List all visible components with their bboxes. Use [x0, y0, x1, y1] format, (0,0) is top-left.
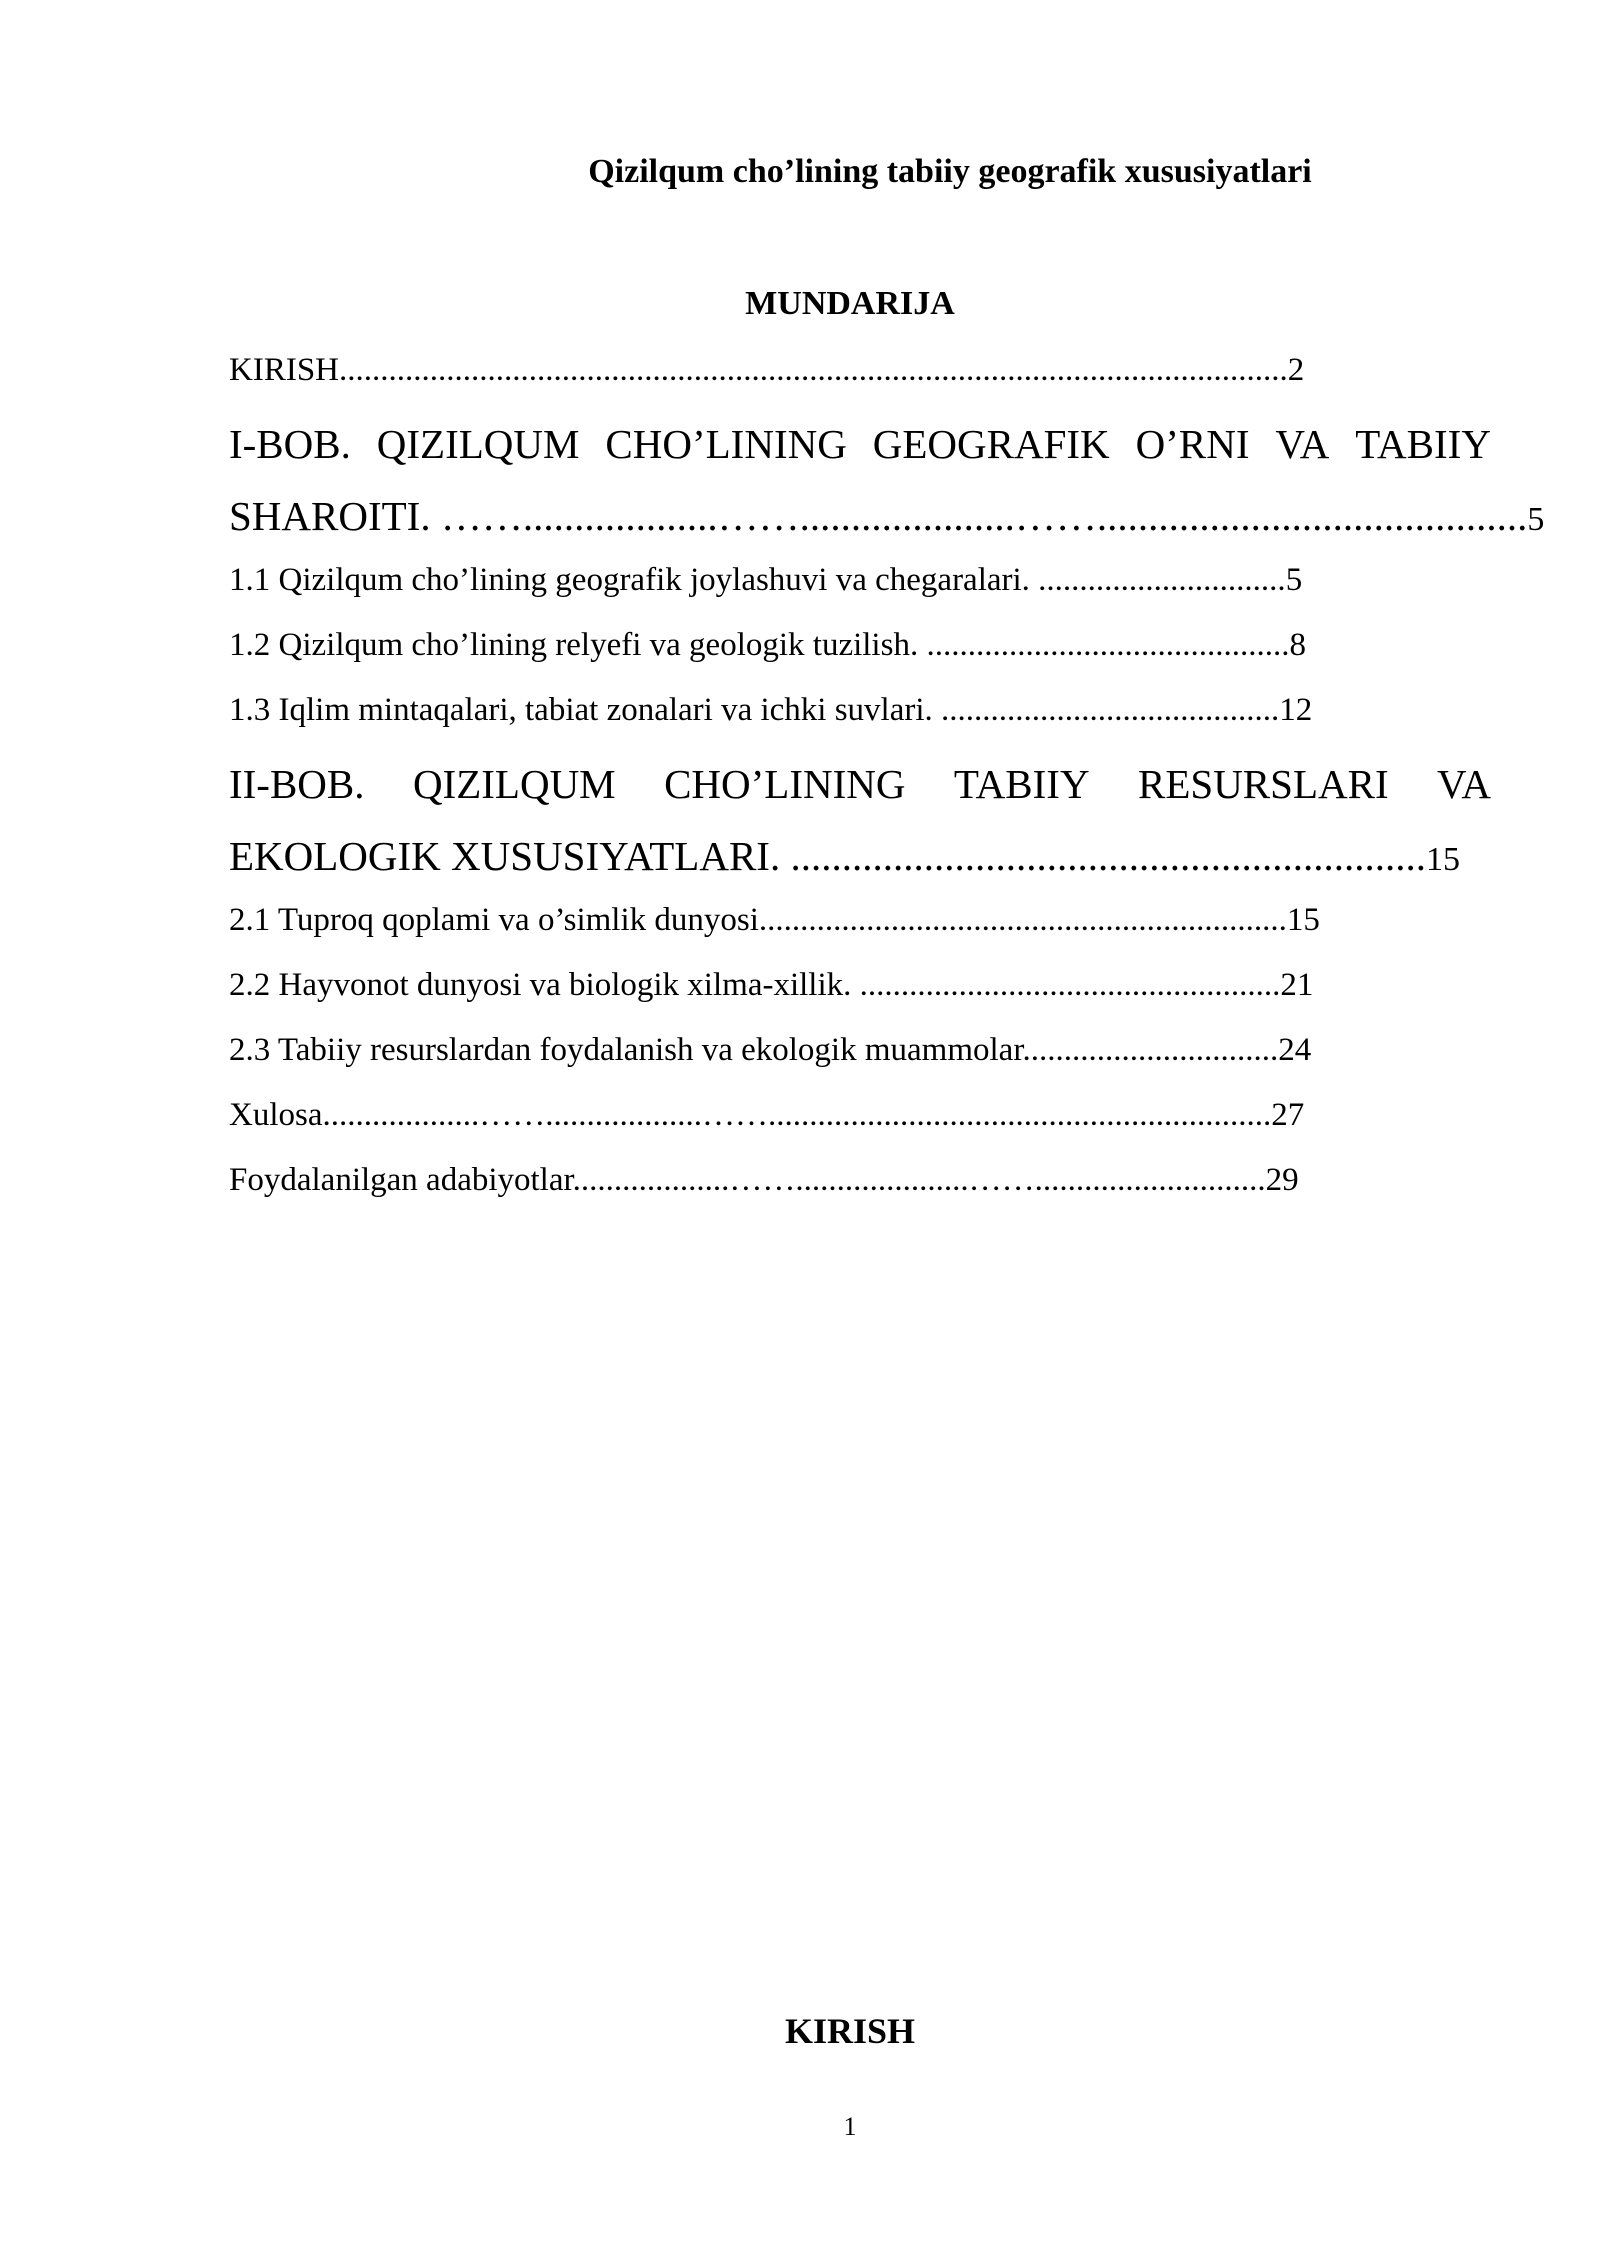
chapter-word: GEOGRAFIK	[872, 421, 1110, 467]
toc-entry-text: 2.3 Tabiiy resurslardan foydalanish va ekologik muammolar...............................	[229, 1032, 1279, 1068]
toc-entry-2-3[interactable]	[229, 1024, 1491, 1089]
toc-entry-text: 2.2 Hayvonot dunyosi va biologik xilma-xillik. ...................................................	[229, 967, 1281, 1003]
toc-entry-text: 1.2 Qizilqum cho’lining relyefi va geologik tuzilish. ............................................	[229, 627, 1290, 663]
chapter-word: CHO’LINING	[664, 761, 906, 807]
toc-entry-text: 1.3 Iqlim mintaqalari, tabiat zonalari va ichki suvlari. .........................................	[229, 692, 1280, 728]
chapter-word: O’RNI	[1135, 421, 1250, 467]
chapter-word: II-BOB.	[229, 761, 365, 807]
section-heading-kirish: KIRISH	[784, 2011, 916, 2051]
page-number: 1	[843, 2112, 857, 2141]
toc-entry-1-2[interactable]	[229, 619, 1491, 684]
chapter-word: QIZILQUM	[376, 421, 580, 467]
table-of-contents	[229, 344, 1545, 1219]
chapter-word: CHO’LINING	[605, 421, 847, 467]
toc-entry-page: 12	[1279, 692, 1313, 728]
toc-entry-text: SHAROITI. ……...................…….....................……..........................................	[229, 493, 1528, 539]
toc-entry-page: 29	[1265, 1162, 1299, 1198]
toc-entry-kirish[interactable]	[229, 344, 1491, 409]
toc-entry-1-1[interactable]	[229, 554, 1491, 619]
chapter-word: VA	[1437, 761, 1491, 807]
chapter-word: I-BOB.	[229, 421, 351, 467]
toc-entry-1-3[interactable]	[229, 684, 1491, 749]
toc-chapter-1-continuation[interactable]	[229, 484, 1545, 554]
toc-entry-text: 1.1 Qizilqum cho’lining geografik joylashuvi va chegaralari. ..............................	[229, 562, 1286, 598]
toc-entry-2-2[interactable]	[229, 959, 1491, 1024]
chapter-word: RESURSLARI	[1138, 761, 1389, 807]
toc-entry-page: 27	[1271, 1097, 1305, 1133]
document-title: Qizilqum cho’lining tabiiy geografik xususiyatlari	[588, 153, 1312, 190]
chapter-word: TABIIY	[1355, 421, 1491, 467]
toc-entry-text: KIRISH...................................................................................................................	[229, 352, 1288, 388]
toc-entry-page: 2	[1287, 352, 1305, 388]
toc-entry-page: 24	[1278, 1032, 1312, 1068]
toc-entry-page: 5	[1527, 501, 1545, 538]
toc-entry-text: Xulosa...................……...................…….............................................................	[229, 1097, 1272, 1133]
chapter-word: QIZILQUM	[412, 761, 616, 807]
chapter-word: VA	[1275, 421, 1330, 467]
toc-entry-page: 15	[1425, 841, 1460, 878]
toc-chapter-1-title[interactable]	[229, 409, 1491, 484]
toc-entry-page: 8	[1289, 627, 1306, 663]
toc-chapter-2-continuation[interactable]	[229, 824, 1491, 894]
toc-entry-page: 21	[1280, 967, 1314, 1003]
toc-heading: MUNDARIJA	[745, 285, 955, 322]
chapter-word: TABIIY	[953, 761, 1090, 807]
toc-entry-text: EKOLOGIK XUSUSIYATLARI. ..............................................................	[229, 833, 1426, 879]
toc-entry-2-1[interactable]	[229, 894, 1491, 959]
toc-entry-text: 2.1 Tuproq qoplami va o’simlik dunyosi................................................................	[229, 902, 1287, 938]
toc-chapter-2-title[interactable]	[229, 749, 1491, 824]
toc-entry-text: Foydalanilgan adabiyotlar...................…….....................……............................	[229, 1162, 1266, 1198]
toc-entry-page: 15	[1286, 902, 1320, 938]
toc-entry-xulosa[interactable]	[229, 1089, 1491, 1154]
toc-entry-adabiyotlar[interactable]	[229, 1154, 1491, 1219]
toc-entry-page: 5	[1285, 562, 1303, 598]
